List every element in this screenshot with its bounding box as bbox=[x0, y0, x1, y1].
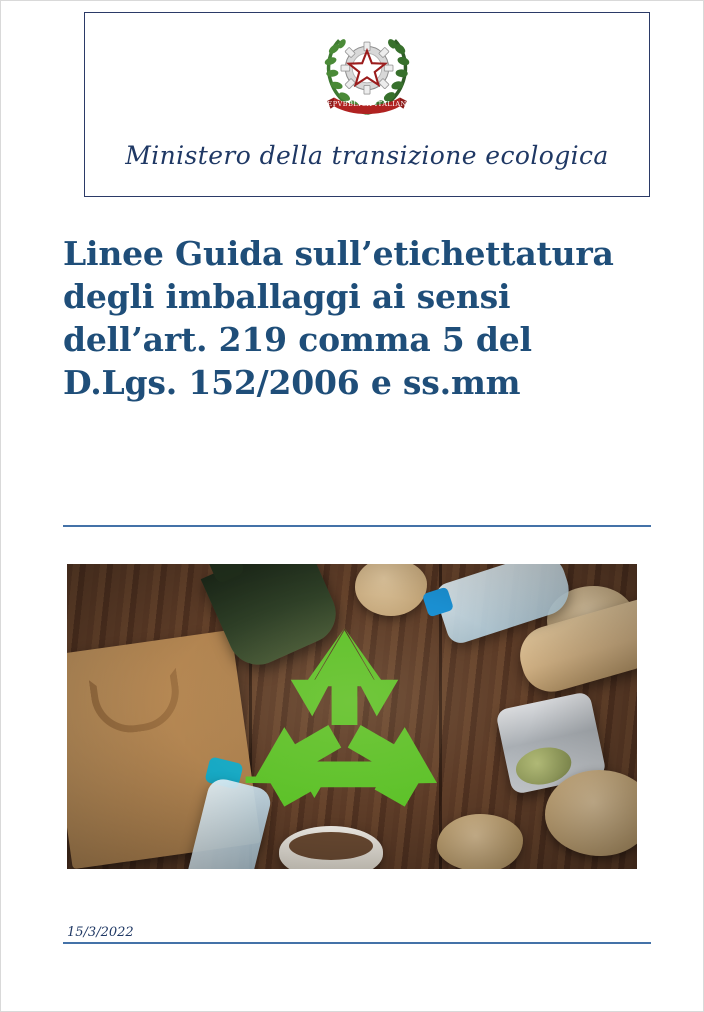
footer-date: 15/3/2022 bbox=[67, 925, 134, 940]
photo-vignette bbox=[67, 564, 637, 869]
title-divider bbox=[63, 525, 651, 527]
ministry-header-box bbox=[84, 12, 650, 197]
italian-republic-emblem-icon bbox=[315, 23, 419, 127]
page-title: Linee Guida sull’etichettatura degli imballaggi ai sensi dell’art. 219 comma 5 del D.Lgs. 152/2006 e ss.mm bbox=[63, 234, 614, 402]
recycling-cover-photo bbox=[67, 564, 637, 869]
emblem-container bbox=[85, 23, 649, 127]
ministry-name: Ministero della transizione ecologica bbox=[125, 141, 609, 170]
footer-divider bbox=[63, 942, 651, 944]
emblem-motto-text: REPVBBLICA ITALIANA bbox=[322, 100, 412, 109]
